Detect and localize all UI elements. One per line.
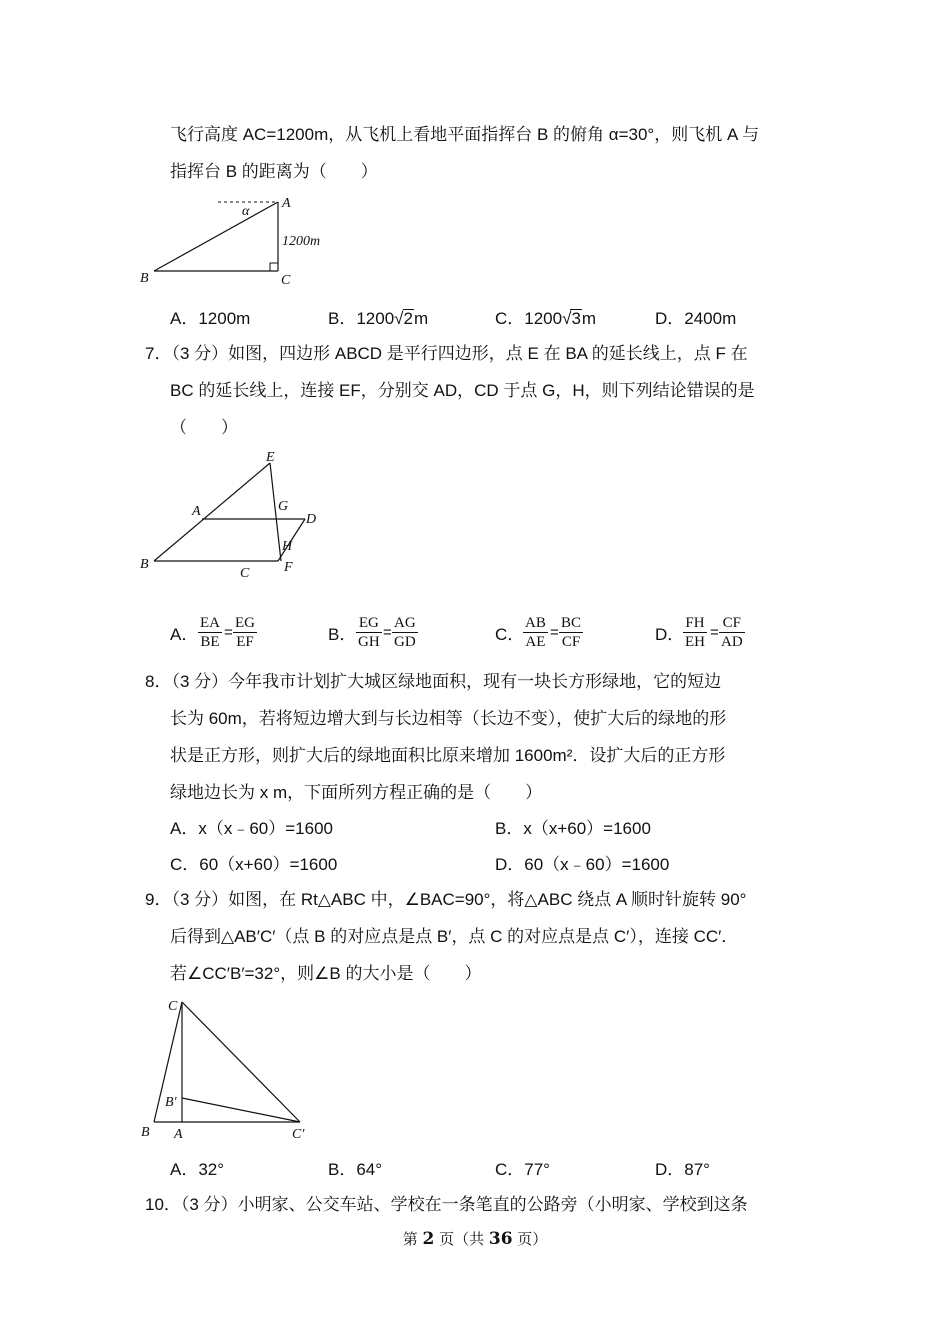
q6-option-c[interactable]: [495, 308, 596, 330]
q9-figure: [138, 992, 338, 1142]
q9-text-line3: 若∠CC′B′=32°，则∠B 的大小是（ ）: [170, 964, 482, 983]
q7-option-b-label[interactable]: B．: [328, 625, 357, 644]
q7-d-den2: AD: [721, 634, 743, 650]
q7-option-d-frac1: [683, 614, 707, 651]
q7-option-a-frac1: [198, 614, 222, 651]
q8-text-line4: 绿地边长为 x m，下面所列方程正确的是（ ）: [170, 783, 543, 802]
q6-figure: [138, 192, 338, 292]
q9-label-B: B: [141, 1125, 150, 1140]
sqrt-icon: √: [562, 309, 572, 328]
q7-a-num2: EG: [235, 615, 255, 631]
q7-c-den1: AE: [525, 634, 546, 650]
q7-text-line1: 7．（3 分）如图，四边形 ABCD 是平行四边形，点 E 在 BA 的延长线上，点 F 在: [145, 344, 748, 363]
footer-pre: 第: [402, 1230, 423, 1248]
q9-label-A: A: [174, 1127, 183, 1142]
q9-text-line2: 后得到△AB′C′（点 B 的对应点是点 B′，点 C 的对应点是点 C′），连接 CC′．: [170, 927, 739, 946]
q7-option-d-eq: =: [710, 624, 719, 641]
q6-label-alpha: α: [242, 204, 250, 219]
q7-label-C: C: [240, 566, 250, 581]
q6-option-b-unit: m: [413, 309, 429, 328]
q7-a-den1: BE: [200, 634, 220, 650]
q6-option-b-radicand: 2: [403, 309, 413, 328]
footer-mid: 页（共: [434, 1230, 489, 1248]
q7-label-B: B: [140, 557, 149, 572]
q6-option-c-prefix: C．1200: [495, 309, 563, 328]
q7-label-G: G: [278, 499, 289, 514]
q7-option-a-label[interactable]: A．: [170, 625, 199, 644]
footer-total-pages: 36: [488, 1229, 513, 1249]
footer-page-number: 2: [422, 1229, 435, 1249]
q7-option-c-frac2: [559, 614, 583, 651]
q7-d-den1: EH: [685, 634, 705, 650]
q7-label-F: F: [284, 560, 293, 575]
q7-option-c-label[interactable]: C．: [495, 625, 525, 644]
q7-text-line2: BC 的延长线上，连接 EF，分别交 AD，CD 于点 G，H，则下列结论错误的是: [170, 381, 755, 400]
q7-label-E: E: [266, 450, 275, 465]
q7-label-A: A: [192, 504, 201, 519]
q7-c-num2: BC: [561, 615, 582, 631]
q6-option-c-radicand: 3: [571, 309, 581, 328]
q9-text-line1: 9．（3 分）如图，在 Rt△ABC 中，∠BAC=90°，将△ABC 绕点 A 顺时针旋转 90°: [145, 890, 747, 909]
q8-option-d[interactable]: D．60（x﹣60）=1600: [495, 855, 670, 874]
q9-label-C-prime: C′: [292, 1127, 305, 1142]
q8-option-c[interactable]: C．60（x+60）=1600: [170, 855, 338, 874]
q7-option-a-eq: =: [224, 624, 233, 641]
q7-b-num1: EG: [356, 614, 382, 633]
q6-option-d[interactable]: D．2400m: [655, 309, 737, 328]
q9-option-a[interactable]: A．32°: [170, 1160, 225, 1179]
page-footer: [0, 1228, 950, 1249]
q7-label-D: D: [306, 512, 317, 527]
q7-d-num1: FH: [683, 614, 707, 633]
q8-option-b[interactable]: B．x（x+60）=1600: [495, 819, 651, 838]
q6-label-A: A: [282, 196, 291, 211]
q7-option-a-frac2: [233, 614, 257, 651]
q7-figure: [138, 447, 338, 582]
q6-label-B: B: [140, 271, 149, 286]
q9-option-d[interactable]: D．87°: [655, 1160, 710, 1179]
footer-post: 页）: [512, 1230, 548, 1248]
q9-option-c[interactable]: C．77°: [495, 1160, 550, 1179]
q8-text-line1: 8．（3 分）今年我市计划扩大城区绿地面积，现有一块长方形绿地，它的短边: [145, 672, 722, 691]
q9-option-b[interactable]: B．64°: [328, 1160, 383, 1179]
q7-option-b-frac2: [392, 614, 418, 651]
q7-option-c-eq: =: [550, 624, 559, 641]
q9-label-B-prime: B′: [165, 1095, 177, 1110]
q6-text-line2: 指挥台 B 的距离为（ ）: [170, 162, 378, 181]
q6-text-line1: 飞行高度 AC=1200m，从飞机上看地平面指挥台 B 的俯角 α=30°，则飞机 A 与: [170, 125, 760, 144]
q7-option-b-frac1: [356, 614, 382, 651]
q7-a-den2: EF: [236, 634, 254, 650]
sqrt-icon: √: [394, 309, 404, 328]
q7-option-c-frac1: [523, 614, 548, 651]
q8-text-line3: 状是正方形，则扩大后的绿地面积比原来增加 1600m²．设扩大后的正方形: [170, 746, 726, 765]
q9-label-C: C: [168, 999, 178, 1014]
q7-option-d-frac2: [719, 614, 745, 651]
q7-a-num1: EA: [200, 615, 220, 631]
q6-option-b[interactable]: [328, 308, 428, 330]
q7-d-num2: CF: [719, 614, 745, 633]
q6-option-a[interactable]: A．1200m: [170, 309, 251, 328]
q7-label-H: H: [282, 539, 293, 554]
q7-b-num2: AG: [394, 615, 416, 631]
q7-c-den2: CF: [561, 634, 581, 650]
q8-text-line2: 长为 60m，若将短边增大到与长边相等（长边不变），使扩大后的绿地的形: [170, 709, 727, 728]
q8-option-a[interactable]: A．x（x﹣60）=1600: [170, 819, 333, 838]
q6-label-C: C: [281, 273, 291, 288]
q7-b-den1: GH: [358, 634, 380, 650]
q6-label-height: 1200m: [282, 234, 321, 249]
q6-option-c-unit: m: [581, 309, 597, 328]
q7-b-den2: GD: [394, 634, 416, 650]
q7-c-num1: AB: [525, 615, 546, 631]
q7-text-line3: （ ）: [170, 418, 238, 437]
q6-option-b-prefix: B．1200: [328, 309, 395, 328]
q10-text-line1: 10．（3 分）小明家、公交车站、学校在一条笔直的公路旁（小明家、学校到这条: [145, 1195, 748, 1214]
q7-option-d-label[interactable]: D．: [655, 625, 685, 644]
q7-option-b-eq: =: [383, 624, 392, 641]
